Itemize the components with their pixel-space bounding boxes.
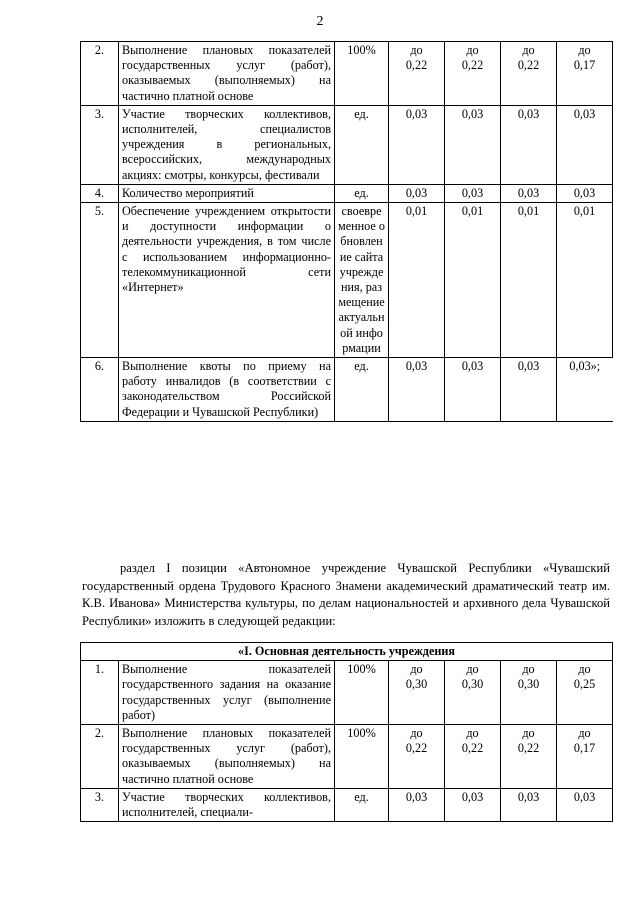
value-cell-2: 0,03 [445,105,501,184]
value-cell-3: 0,03 [501,105,557,184]
table-row [81,725,613,789]
table-row [81,105,613,184]
amendment-paragraph: раздел I позиции «Автономное учреждение Чувашской Республики «Чувашский государственный ордена Трудового Красного Знамени академический драматический театр им. К.В. Иванова» Министерства культуры, по делам национальностей и архивного дела Чувашской Республики» изложить в следующей редакции: [82,561,610,628]
row-number: 3. [81,788,119,821]
table-row [81,788,613,821]
value-cell-4: до 0,17 [557,42,613,106]
unit-cell: 100% [335,661,389,725]
value-cell-1: до 0,30 [389,661,445,725]
table-row [81,184,613,202]
indicator-text: Участие творческих коллективов, исполнителей, специалистов учреждения в региональных, всероссийских, международных акциях: смотры, конкурсы, фестивали [119,105,335,184]
value-cell-2: до 0,30 [445,661,501,725]
row-number: 3. [81,105,119,184]
section-header-row [81,643,613,661]
value-cell-4: 0,03 [557,184,613,202]
value-cell-2: 0,03 [445,788,501,821]
value-cell-1: 0,01 [389,203,445,358]
row-number: 2. [81,725,119,789]
unit-cell: своевременное обновление сайта учреждения, размещение актуальной информации [335,203,389,358]
section-header: «I. Основная деятельность учреждения [81,643,613,661]
table-row [81,203,613,358]
unit-cell: ед. [335,184,389,202]
value-cell-3: 0,03 [501,358,557,422]
value-cell-4: 0,03 [557,788,613,821]
indicator-text: Участие творческих коллективов, исполнителей, специали- [119,788,335,821]
value-cell-4: 0,03»; [557,358,613,422]
row-number: 2. [81,42,119,106]
value-cell-3: до 0,22 [501,42,557,106]
row-number: 6. [81,358,119,422]
value-cell-4: 0,03 [557,105,613,184]
value-cell-2: 0,03 [445,358,501,422]
unit-cell: ед. [335,105,389,184]
value-cell-1: 0,03 [389,105,445,184]
value-cell-3: 0,01 [501,203,557,358]
value-cell-1: до 0,22 [389,42,445,106]
value-cell-3: 0,03 [501,184,557,202]
page-number: 2 [316,14,324,29]
value-cell-4: до 0,25 [557,661,613,725]
indicator-text: Выполнение квоты по приему на работу инвалидов (в соответствии с законодательством Российской Федерации и Чувашской Республики) [119,358,335,422]
value-cell-2: 0,03 [445,184,501,202]
row-number: 1. [81,661,119,725]
value-cell-1: 0,03 [389,788,445,821]
table-row [81,42,613,106]
table-row [81,358,613,422]
indicator-text: Выполнение показателей государственного задания на оказание государственных услуг (выполнение работ) [119,661,335,725]
value-cell-3: до 0,22 [501,725,557,789]
unit-cell: 100% [335,725,389,789]
value-cell-2: до 0,22 [445,725,501,789]
unit-cell: ед. [335,358,389,422]
value-cell-4: 0,01 [557,203,613,358]
value-cell-2: до 0,22 [445,42,501,106]
value-cell-3: 0,03 [501,788,557,821]
indicators-table-top [80,41,613,422]
value-cell-4: до 0,17 [557,725,613,789]
indicators-table-bottom [80,642,613,822]
unit-cell: ед. [335,788,389,821]
unit-cell: 100% [335,42,389,106]
indicator-text: Выполнение плановых показателей государственных услуг (работ), оказываемых (выполняемых) на частично платной основе [119,725,335,789]
value-cell-1: 0,03 [389,184,445,202]
indicator-text: Выполнение плановых показателей государственных услуг (работ), оказываемых (выполняемых) на частично платной основе [119,42,335,106]
indicator-text: Обеспечение учреждением открытости и доступности информации о деятельности учреждения, в том числе с использованием информационно-телекоммуникационной сети «Интернет» [119,203,335,358]
table-row [81,661,613,725]
value-cell-1: до 0,22 [389,725,445,789]
value-cell-3: до 0,30 [501,661,557,725]
row-number: 4. [81,184,119,202]
value-cell-2: 0,01 [445,203,501,358]
row-number: 5. [81,203,119,358]
indicator-text: Количество мероприятий [119,184,335,202]
value-cell-1: 0,03 [389,358,445,422]
